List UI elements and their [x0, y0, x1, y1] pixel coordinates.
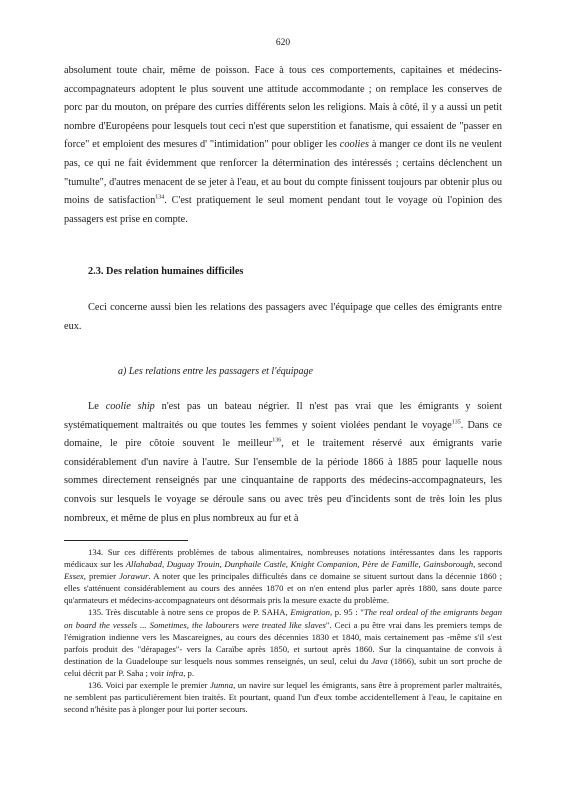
footnote-separator: [64, 540, 188, 541]
footnote-ref-135[interactable]: 135: [451, 419, 461, 426]
emphasis-coolie-ship: coolie ship: [105, 401, 155, 412]
footnote-ref-134[interactable]: 134: [155, 194, 165, 201]
body-paragraph-3: Le coolie ship n'est pas un bateau négrier. Il n'est pas vrai que les émigrants y soient systématiquement maltraités ou que toutes les femmes y soient violées pendant le voyage$^{135}$. Dans ce domaine, le pire côtoie souvent le meilleur$^{136}$, et le traitement réservé aux émigrants varie considérablement d'un navire à l'autre. Sur l'ensemble de la période 1866 à 1885 pour laquelle nous sommes directement renseignés par une cinquantaine de rapports des médecins-accompagnateurs, les convois sur lesquels le voyage se déroule sans ou avec très peu d'incidents sont de très loin les plus nombreux, et même de plus en plus nombreux au fur et à: [64, 401, 502, 524]
footnote-136: 136. Voici par exemple le premier Jumna, un navire sur lequel les émigrants, sans être à proprement parler maltraités, ne semblent pas particulièrement bien traités. Et pourtant, quand l'un d'eux tombe accidentellement à l'eau, le capitaine en second n'hésite pas à plonger pour lui porter secours.: [64, 680, 502, 715]
subsection-heading: a) Les relations entre les passagers et l'équipage: [118, 366, 313, 377]
footnote-ref-136[interactable]: 136: [272, 437, 282, 444]
footnote-135: 135. Très discutable à notre sens ce propos de P. SAHA, Emigration, p. 95 : "The real ordeal of the emigrants began on board the vessels ... Sometimes, the labourers were treated like slaves". Ceci a pu être vrai dans les premiers temps de l'émigration indienne vers les Mascareignes, au cours des décennies 1830 et 1840, mais certainement pas -même s'il s'est parfois produit des "dérapages"- vers la Caraïbe après 1850, et surtout après 1860. Sur la cinquantaine de convois à destination de la Guadeloupe sur lesquels nous sommes renseignés, un seul, celui du Java (1866), subit un sort proche de celui décrit par P. Saha ; voir infra, p.: [64, 607, 502, 678]
emphasis-coolies: coolies: [339, 139, 369, 151]
footnotes: [64, 546, 502, 715]
page-number: 620: [275, 38, 291, 48]
section-heading: 2.3. Des relation humaines difficiles: [88, 266, 244, 277]
body-paragraph-2: Ceci concerne aussi bien les relations des passagers avec l'équipage que celles des émigrants entre eux.: [64, 302, 502, 332]
footnote-134: 134. Sur ces différents problèmes de tabous alimentaires, nombreuses notations intéressantes dans les rapports médicaux sur les Allahabad, Duguay Trouin, Dunphaile Castle, Knight Companion, Père de Famille, Gainsborough, second Essex, premier Jorawur. A noter que les principales difficultés dans ce domaine se situent surtout dans la décennie 1860 ; elles s'atténuent considérablement au cours des années 1870 et on n'en entend plus parler après 1880, sans doute parce qu'armateurs et médecins-accompagnateurs ont désormais pris la mesure exacte du problème.: [64, 547, 502, 606]
body-paragraph-1: absolument toute chair, même de poisson. Face à tous ces comportements, capitaines et médecins-accompagnateurs adoptent le plus souvent une attitude accommodante ; on remplace les conserves de porc par du mouton, on prépare des curries différents selon les religions. Mais à côté, il y a aussi un petit nombre d'Européens pour lesquels tout ceci n'est que superstition et fanatisme, qui essaient de "passer en force" et emploient des mesures d' "intimidation" pour obliger les coolies à manger ce dont ils ne veulent pas, ce qui ne fait évidemment que renforcer la détermination des intéressés ; certains déclenchent un "tumulte", d'autres menacent de se jeter à l'eau, et au bout du compte finissent toujours par obtenir plus ou moins de satisfaction$^{134}$. C'est pratiquement le seul moment pendant tout le voyage où l'opinion des passagers est prise en compte.: [64, 65, 503, 225]
